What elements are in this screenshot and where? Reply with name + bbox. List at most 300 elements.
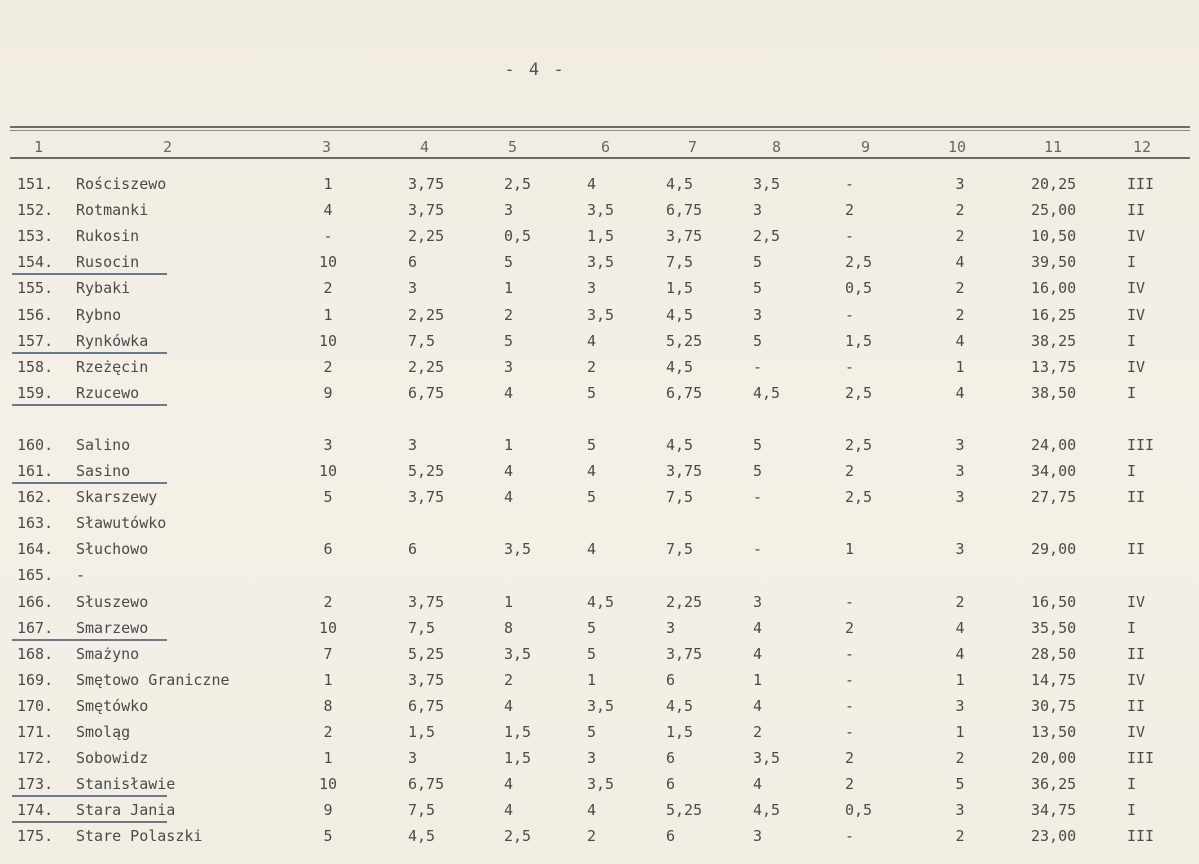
table-cell-8: 3 bbox=[753, 201, 763, 219]
table-cell-11: 28,50 bbox=[1031, 645, 1077, 663]
table-cell-7: 4,5 bbox=[666, 436, 694, 454]
table-cell-2: Smętowo Graniczne bbox=[76, 671, 230, 689]
table-row bbox=[0, 458, 1199, 484]
table-cell-8: - bbox=[753, 540, 763, 558]
table-cell-8: 5 bbox=[753, 253, 763, 271]
table-cell-8: 3 bbox=[753, 306, 763, 324]
table-cell-10: 3 bbox=[955, 540, 965, 558]
table-row bbox=[0, 380, 1199, 406]
table-row bbox=[0, 171, 1199, 197]
table-cell-12: III bbox=[1127, 749, 1155, 767]
table-cell-2: Stara Jania bbox=[76, 801, 176, 819]
table-cell-9: 2 bbox=[845, 619, 855, 637]
table-cell-4: 7,5 bbox=[408, 619, 436, 637]
table-cell-3: 2 bbox=[323, 723, 333, 741]
table-cell-9: 2 bbox=[845, 775, 855, 793]
table-row bbox=[0, 197, 1199, 223]
table-cell-7: 6 bbox=[666, 671, 676, 689]
table-cell-11: 13,50 bbox=[1031, 723, 1077, 741]
table-cell-5: 4 bbox=[504, 488, 514, 506]
table-cell-2: Skarszewy bbox=[76, 488, 158, 506]
table-cell-11: 29,00 bbox=[1031, 540, 1077, 558]
underline-mark bbox=[12, 404, 167, 406]
table-cell-9: - bbox=[845, 175, 855, 193]
table-cell-10: 2 bbox=[955, 593, 965, 611]
table-cell-8: 3,5 bbox=[753, 749, 781, 767]
table-cell-5: 5 bbox=[504, 332, 514, 350]
table-cell-7: 6 bbox=[666, 827, 676, 845]
table-cell-5: 1,5 bbox=[504, 749, 532, 767]
table-cell-8: 4 bbox=[753, 697, 763, 715]
table-cell-7: 4,5 bbox=[666, 175, 694, 193]
table-cell-9: 0,5 bbox=[845, 279, 873, 297]
column-header: 12 bbox=[1133, 138, 1152, 156]
table-cell-12: I bbox=[1127, 384, 1137, 402]
table-cell-3: 7 bbox=[323, 645, 333, 663]
table-cell-1: 164. bbox=[17, 540, 54, 558]
table-cell-8: 4 bbox=[753, 775, 763, 793]
table-cell-7: 6 bbox=[666, 749, 676, 767]
table-cell-2: Stare Polaszki bbox=[76, 827, 203, 845]
table-row bbox=[0, 302, 1199, 328]
table-cell-8: 3 bbox=[753, 593, 763, 611]
table-cell-11: 34,00 bbox=[1031, 462, 1077, 480]
table-cell-8: 5 bbox=[753, 462, 763, 480]
table-cell-8: 4,5 bbox=[753, 384, 781, 402]
table-cell-10: 1 bbox=[955, 671, 965, 689]
table-cell-12: II bbox=[1127, 201, 1146, 219]
table-cell-1: 152. bbox=[17, 201, 54, 219]
table-cell-9: 2 bbox=[845, 749, 855, 767]
column-header: 2 bbox=[163, 138, 173, 156]
table-cell-5: 3 bbox=[504, 358, 514, 376]
table-cell-11: 38,50 bbox=[1031, 384, 1077, 402]
table-cell-12: I bbox=[1127, 619, 1137, 637]
table-cell-6: 1 bbox=[587, 671, 597, 689]
table-cell-12: I bbox=[1127, 801, 1137, 819]
table-cell-8: 5 bbox=[753, 332, 763, 350]
table-cell-4: 6,75 bbox=[408, 775, 445, 793]
table-cell-6: 3 bbox=[587, 749, 597, 767]
table-cell-10: 2 bbox=[955, 201, 965, 219]
table-cell-11: 23,00 bbox=[1031, 827, 1077, 845]
table-cell-4: 7,5 bbox=[408, 801, 436, 819]
column-header: 9 bbox=[861, 138, 871, 156]
table-cell-9: 2,5 bbox=[845, 384, 873, 402]
table-cell-12: IV bbox=[1127, 593, 1146, 611]
table-row bbox=[0, 432, 1199, 458]
table-cell-12: I bbox=[1127, 253, 1137, 271]
table-cell-3: 10 bbox=[318, 332, 338, 350]
table-cell-1: 160. bbox=[17, 436, 54, 454]
table-cell-2: Słuszewo bbox=[76, 593, 149, 611]
table-cell-5: 4 bbox=[504, 462, 514, 480]
table-cell-9: - bbox=[845, 827, 855, 845]
table-cell-8: 4 bbox=[753, 619, 763, 637]
table-cell-1: 162. bbox=[17, 488, 54, 506]
table-cell-7: 5,25 bbox=[666, 801, 703, 819]
table-cell-6: 1,5 bbox=[587, 227, 615, 245]
table-cell-3: 2 bbox=[323, 593, 333, 611]
table-row bbox=[0, 249, 1199, 275]
table-cell-1: 169. bbox=[17, 671, 54, 689]
table-cell-6: 5 bbox=[587, 488, 597, 506]
table-cell-7: 3,75 bbox=[666, 462, 703, 480]
table-cell-1: 166. bbox=[17, 593, 54, 611]
table-cell-4: 2,25 bbox=[408, 227, 445, 245]
table-cell-3: 2 bbox=[323, 358, 333, 376]
table-cell-6: 4,5 bbox=[587, 593, 615, 611]
table-cell-12: IV bbox=[1127, 227, 1146, 245]
table-cell-2: Sobowidz bbox=[76, 749, 149, 767]
table-cell-5: 4 bbox=[504, 775, 514, 793]
table-cell-9: - bbox=[845, 593, 855, 611]
page-number: - 4 - bbox=[504, 60, 566, 80]
table-row bbox=[0, 771, 1199, 797]
table-cell-7: 6,75 bbox=[666, 384, 703, 402]
table-cell-1: 168. bbox=[17, 645, 54, 663]
table-cell-9: - bbox=[845, 697, 855, 715]
table-cell-1: 153. bbox=[17, 227, 54, 245]
table-cell-1: 172. bbox=[17, 749, 54, 767]
table-cell-4: 3 bbox=[408, 436, 418, 454]
table-cell-6: 3,5 bbox=[587, 697, 615, 715]
table-cell-1: 174. bbox=[17, 801, 54, 819]
table-cell-6: 4 bbox=[587, 462, 597, 480]
table-cell-4: 3,75 bbox=[408, 201, 445, 219]
table-cell-5: 4 bbox=[504, 384, 514, 402]
table-cell-3: 5 bbox=[323, 488, 333, 506]
column-header: 11 bbox=[1044, 138, 1063, 156]
table-cell-6: 5 bbox=[587, 436, 597, 454]
table-cell-11: 25,00 bbox=[1031, 201, 1077, 219]
table-cell-5: 4 bbox=[504, 801, 514, 819]
table-cell-4: 6 bbox=[408, 540, 418, 558]
table-cell-1: 159. bbox=[17, 384, 54, 402]
table-cell-7: 4,5 bbox=[666, 358, 694, 376]
table-cell-10: 1 bbox=[955, 358, 965, 376]
table-cell-10: 4 bbox=[955, 619, 965, 637]
table-cell-10: 2 bbox=[955, 306, 965, 324]
table-cell-11: 30,75 bbox=[1031, 697, 1077, 715]
table-cell-12: II bbox=[1127, 697, 1146, 715]
column-header: 1 bbox=[34, 138, 44, 156]
table-cell-5: 3,5 bbox=[504, 540, 532, 558]
table-cell-1: 151. bbox=[17, 175, 54, 193]
table-cell-3: 5 bbox=[323, 827, 333, 845]
table-cell-2: Rybaki bbox=[76, 279, 131, 297]
table-cell-3: 10 bbox=[318, 462, 338, 480]
table-top-rule-thin bbox=[10, 130, 1190, 131]
table-cell-12: III bbox=[1127, 827, 1155, 845]
table-cell-1: 157. bbox=[17, 332, 54, 350]
table-cell-8: 5 bbox=[753, 279, 763, 297]
table-cell-12: IV bbox=[1127, 358, 1146, 376]
table-row bbox=[0, 223, 1199, 249]
table-cell-11: 16,00 bbox=[1031, 279, 1077, 297]
table-cell-2: Sasino bbox=[76, 462, 131, 480]
table-cell-5: 1 bbox=[504, 436, 514, 454]
table-cell-10: 5 bbox=[955, 775, 965, 793]
table-cell-5: 3,5 bbox=[504, 645, 532, 663]
table-cell-2: Rzucewo bbox=[76, 384, 140, 402]
table-cell-7: 6 bbox=[666, 775, 676, 793]
table-cell-5: 1,5 bbox=[504, 723, 532, 741]
table-cell-11: 38,25 bbox=[1031, 332, 1077, 350]
table-cell-10: 3 bbox=[955, 436, 965, 454]
table-cell-7: 6,75 bbox=[666, 201, 703, 219]
table-cell-11: 35,50 bbox=[1031, 619, 1077, 637]
column-header: 3 bbox=[322, 138, 332, 156]
table-cell-4: 6 bbox=[408, 253, 418, 271]
table-cell-2: Stanisławie bbox=[76, 775, 176, 793]
table-cell-4: 4,5 bbox=[408, 827, 436, 845]
table-cell-5: 8 bbox=[504, 619, 514, 637]
table-cell-4: 3 bbox=[408, 279, 418, 297]
table-cell-12: IV bbox=[1127, 723, 1146, 741]
table-cell-4: 2,25 bbox=[408, 306, 445, 324]
table-row bbox=[0, 615, 1199, 641]
table-cell-4: 6,75 bbox=[408, 697, 445, 715]
table-cell-12: II bbox=[1127, 645, 1146, 663]
table-cell-7: 7,5 bbox=[666, 253, 694, 271]
table-cell-9: - bbox=[845, 358, 855, 376]
table-cell-10: 4 bbox=[955, 332, 965, 350]
table-cell-4: 7,5 bbox=[408, 332, 436, 350]
table-cell-1: 161. bbox=[17, 462, 54, 480]
table-cell-6: 5 bbox=[587, 723, 597, 741]
table-cell-2: Smoląg bbox=[76, 723, 131, 741]
table-cell-5: 4 bbox=[504, 697, 514, 715]
table-cell-7: 3 bbox=[666, 619, 676, 637]
table-cell-7: 1,5 bbox=[666, 279, 694, 297]
table-row bbox=[0, 275, 1199, 301]
table-cell-3: 1 bbox=[323, 671, 333, 689]
table-cell-5: 5 bbox=[504, 253, 514, 271]
table-cell-10: 2 bbox=[955, 749, 965, 767]
table-cell-3: 10 bbox=[318, 775, 338, 793]
table-row bbox=[0, 641, 1199, 667]
table-cell-10: 2 bbox=[955, 827, 965, 845]
table-row bbox=[0, 589, 1199, 615]
table-row bbox=[0, 719, 1199, 745]
table-cell-8: 2,5 bbox=[753, 227, 781, 245]
table-cell-2: Rybno bbox=[76, 306, 122, 324]
table-cell-2: Rościszewo bbox=[76, 175, 167, 193]
table-cell-1: 156. bbox=[17, 306, 54, 324]
table-cell-8: 5 bbox=[753, 436, 763, 454]
table-cell-4: 6,75 bbox=[408, 384, 445, 402]
table-row bbox=[0, 354, 1199, 380]
table-cell-6: 3,5 bbox=[587, 253, 615, 271]
table-cell-5: 1 bbox=[504, 279, 514, 297]
table-cell-9: 2,5 bbox=[845, 253, 873, 271]
table-cell-12: I bbox=[1127, 332, 1137, 350]
table-cell-1: 167. bbox=[17, 619, 54, 637]
table-cell-6: 4 bbox=[587, 332, 597, 350]
column-header: 10 bbox=[948, 138, 967, 156]
table-cell-2: Rotmanki bbox=[76, 201, 149, 219]
table-row bbox=[0, 823, 1199, 849]
table-cell-6: 2 bbox=[587, 827, 597, 845]
table-cell-11: 27,75 bbox=[1031, 488, 1077, 506]
table-cell-11: 16,25 bbox=[1031, 306, 1077, 324]
table-cell-12: III bbox=[1127, 436, 1155, 454]
table-cell-1: 173. bbox=[17, 775, 54, 793]
table-cell-7: 7,5 bbox=[666, 488, 694, 506]
column-header: 7 bbox=[688, 138, 698, 156]
table-cell-9: - bbox=[845, 645, 855, 663]
table-cell-9: - bbox=[845, 723, 855, 741]
table-cell-3: 1 bbox=[323, 749, 333, 767]
table-cell-4: 3,75 bbox=[408, 175, 445, 193]
table-cell-10: 4 bbox=[955, 384, 965, 402]
table-cell-2: Rzeżęcin bbox=[76, 358, 149, 376]
table-cell-1: 165. bbox=[17, 566, 54, 584]
table-cell-8: - bbox=[753, 358, 763, 376]
table-cell-1: 163. bbox=[17, 514, 54, 532]
table-row bbox=[0, 745, 1199, 771]
table-cell-3: 1 bbox=[323, 306, 333, 324]
table-cell-11: 10,50 bbox=[1031, 227, 1077, 245]
table-cell-3: 6 bbox=[323, 540, 333, 558]
table-cell-2: - bbox=[76, 566, 86, 584]
table-cell-8: 3 bbox=[753, 827, 763, 845]
table-cell-1: 154. bbox=[17, 253, 54, 271]
table-cell-3: - bbox=[323, 227, 333, 245]
table-cell-10: 3 bbox=[955, 175, 965, 193]
table-cell-10: 3 bbox=[955, 488, 965, 506]
table-cell-10: 2 bbox=[955, 227, 965, 245]
table-cell-4: 1,5 bbox=[408, 723, 436, 741]
table-cell-5: 2,5 bbox=[504, 175, 532, 193]
table-cell-6: 4 bbox=[587, 801, 597, 819]
table-cell-4: 3,75 bbox=[408, 488, 445, 506]
table-cell-12: IV bbox=[1127, 306, 1146, 324]
table-cell-6: 3,5 bbox=[587, 775, 615, 793]
table-cell-8: 1 bbox=[753, 671, 763, 689]
table-cell-6: 5 bbox=[587, 384, 597, 402]
table-cell-2: Rusocin bbox=[76, 253, 140, 271]
table-cell-5: 1 bbox=[504, 593, 514, 611]
table-cell-5: 2,5 bbox=[504, 827, 532, 845]
table-cell-2: Rynkówka bbox=[76, 332, 149, 350]
table-cell-5: 2 bbox=[504, 671, 514, 689]
table-cell-3: 4 bbox=[323, 201, 333, 219]
table-cell-3: 10 bbox=[318, 619, 338, 637]
table-row bbox=[0, 536, 1199, 562]
table-cell-2: Smażyno bbox=[76, 645, 140, 663]
table-cell-3: 9 bbox=[323, 801, 333, 819]
table-cell-5: 2 bbox=[504, 306, 514, 324]
table-cell-11: 39,50 bbox=[1031, 253, 1077, 271]
table-cell-9: - bbox=[845, 306, 855, 324]
table-cell-7: 1,5 bbox=[666, 723, 694, 741]
table-cell-11: 20,25 bbox=[1031, 175, 1077, 193]
table-cell-2: Słuchowo bbox=[76, 540, 149, 558]
table-top-rule bbox=[10, 126, 1190, 128]
table-cell-3: 8 bbox=[323, 697, 333, 715]
table-cell-7: 7,5 bbox=[666, 540, 694, 558]
table-cell-10: 3 bbox=[955, 462, 965, 480]
table-cell-8: 3,5 bbox=[753, 175, 781, 193]
table-cell-6: 4 bbox=[587, 540, 597, 558]
table-cell-9: 1 bbox=[845, 540, 855, 558]
table-cell-12: III bbox=[1127, 175, 1155, 193]
table-cell-12: II bbox=[1127, 540, 1146, 558]
table-cell-6: 5 bbox=[587, 645, 597, 663]
table-cell-2: Smętówko bbox=[76, 697, 149, 715]
table-cell-8: - bbox=[753, 488, 763, 506]
table-cell-4: 3,75 bbox=[408, 593, 445, 611]
table-cell-8: 4 bbox=[753, 645, 763, 663]
table-cell-9: 2 bbox=[845, 201, 855, 219]
table-cell-6: 5 bbox=[587, 619, 597, 637]
table-cell-9: 1,5 bbox=[845, 332, 873, 350]
table-cell-6: 2 bbox=[587, 358, 597, 376]
table-cell-10: 3 bbox=[955, 697, 965, 715]
table-cell-4: 5,25 bbox=[408, 645, 445, 663]
table-cell-7: 2,25 bbox=[666, 593, 703, 611]
table-cell-3: 3 bbox=[323, 436, 333, 454]
column-header: 4 bbox=[420, 138, 430, 156]
table-cell-9: 2,5 bbox=[845, 488, 873, 506]
table-cell-2: Rukosin bbox=[76, 227, 140, 245]
table-cell-7: 4,5 bbox=[666, 697, 694, 715]
table-cell-7: 3,75 bbox=[666, 227, 703, 245]
table-cell-2: Salino bbox=[76, 436, 131, 454]
table-cell-1: 158. bbox=[17, 358, 54, 376]
table-cell-4: 5,25 bbox=[408, 462, 445, 480]
table-cell-11: 24,00 bbox=[1031, 436, 1077, 454]
table-cell-1: 155. bbox=[17, 279, 54, 297]
table-cell-8: 4,5 bbox=[753, 801, 781, 819]
table-cell-8: 2 bbox=[753, 723, 763, 741]
table-cell-10: 2 bbox=[955, 279, 965, 297]
table-cell-11: 36,25 bbox=[1031, 775, 1077, 793]
table-cell-12: II bbox=[1127, 488, 1146, 506]
column-header: 8 bbox=[772, 138, 782, 156]
table-cell-4: 3,75 bbox=[408, 671, 445, 689]
column-header: 5 bbox=[508, 138, 518, 156]
table-cell-4: 2,25 bbox=[408, 358, 445, 376]
table-cell-1: 175. bbox=[17, 827, 54, 845]
table-header-rule bbox=[10, 157, 1190, 159]
table-cell-9: 0,5 bbox=[845, 801, 873, 819]
table-cell-6: 3,5 bbox=[587, 201, 615, 219]
table-cell-6: 4 bbox=[587, 175, 597, 193]
table-cell-11: 20,00 bbox=[1031, 749, 1077, 767]
table-row bbox=[0, 328, 1199, 354]
table-cell-11: 16,50 bbox=[1031, 593, 1077, 611]
table-cell-9: 2,5 bbox=[845, 436, 873, 454]
table-cell-6: 3,5 bbox=[587, 306, 615, 324]
table-cell-2: Sławutówko bbox=[76, 514, 167, 532]
table-cell-7: 5,25 bbox=[666, 332, 703, 350]
table-cell-11: 13,75 bbox=[1031, 358, 1077, 376]
table-row bbox=[0, 797, 1199, 823]
table-cell-3: 1 bbox=[323, 175, 333, 193]
table-cell-3: 9 bbox=[323, 384, 333, 402]
column-header: 6 bbox=[601, 138, 611, 156]
table-row bbox=[0, 693, 1199, 719]
table-cell-1: 170. bbox=[17, 697, 54, 715]
table-cell-9: - bbox=[845, 671, 855, 689]
table-row bbox=[0, 562, 1199, 588]
table-cell-11: 34,75 bbox=[1031, 801, 1077, 819]
table-cell-6: 3 bbox=[587, 279, 597, 297]
table-cell-10: 1 bbox=[955, 723, 965, 741]
